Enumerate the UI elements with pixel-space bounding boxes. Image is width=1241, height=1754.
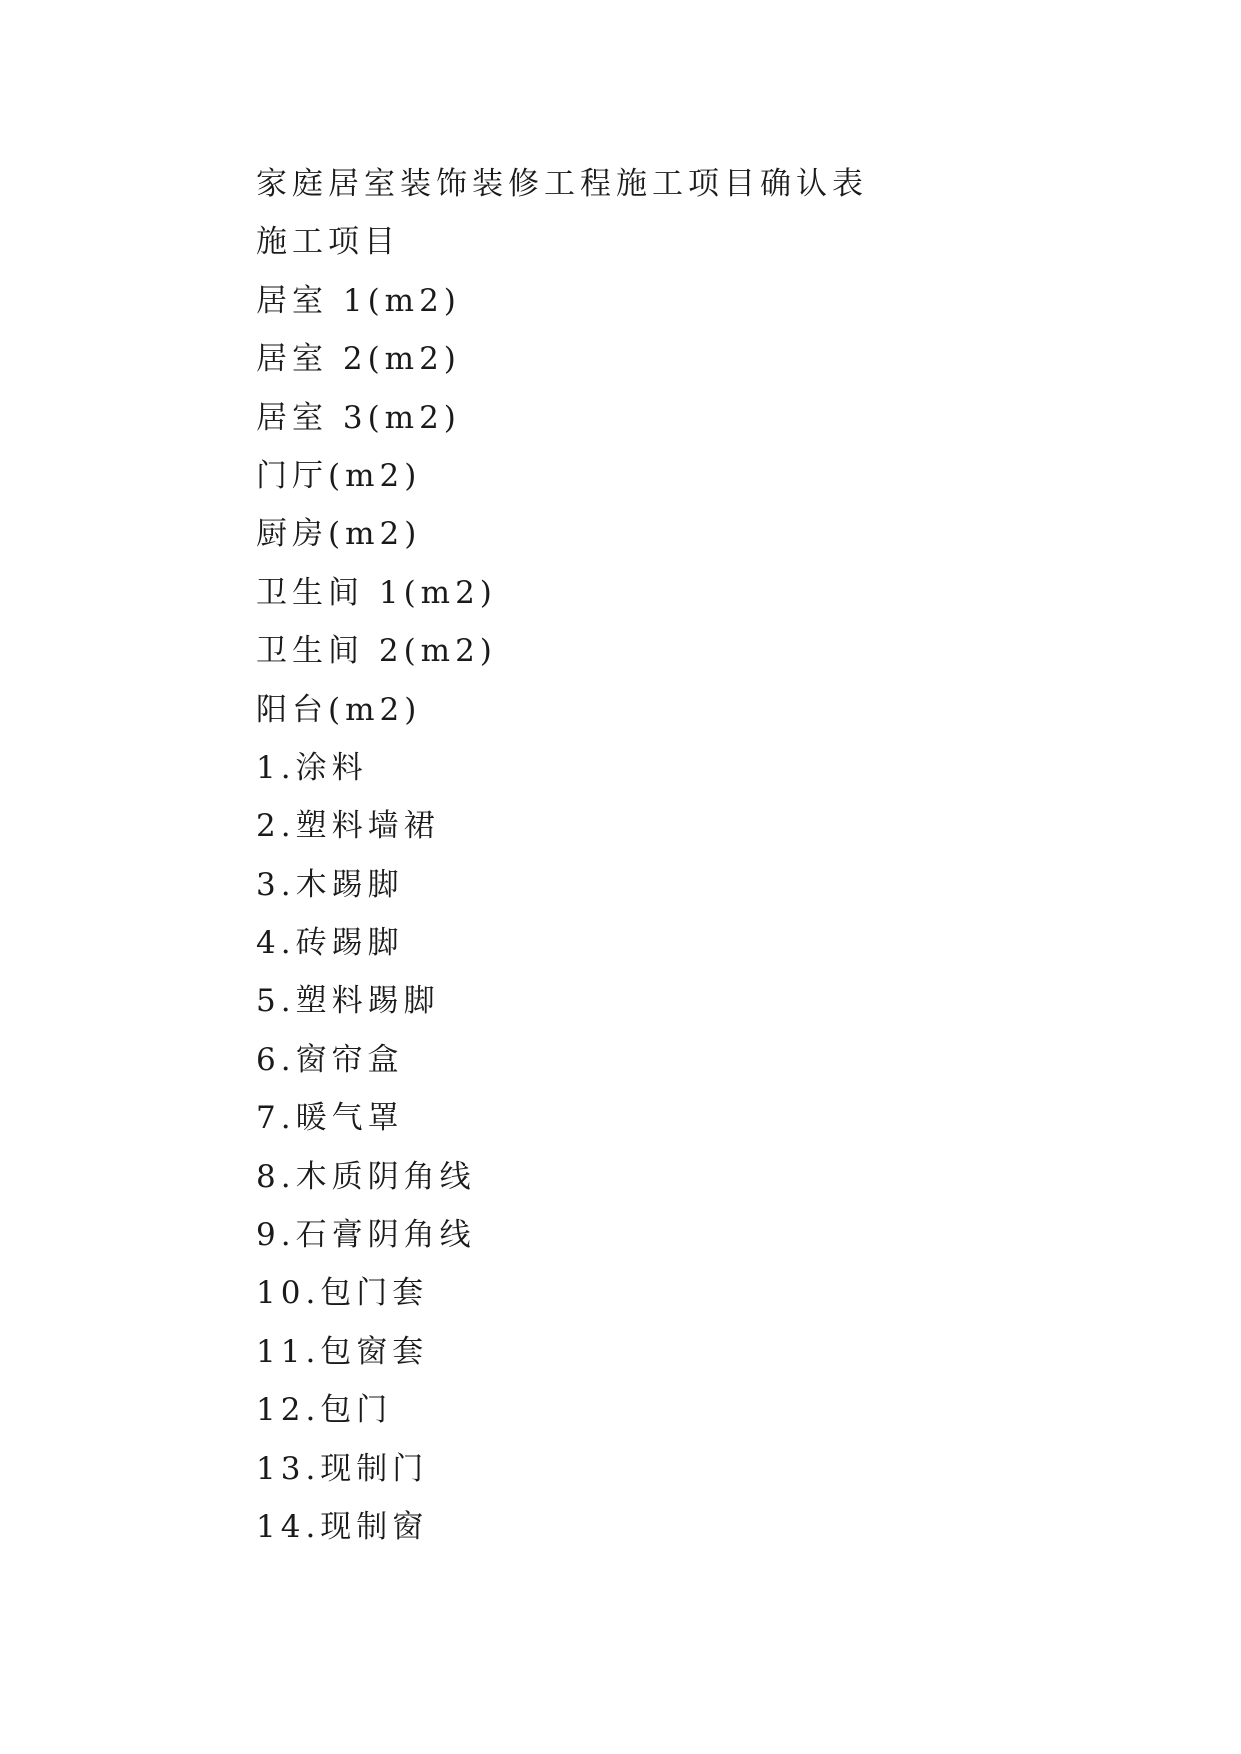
project-item: 13.现制门 bbox=[256, 1450, 429, 1487]
room-item: 阳台(m2) bbox=[256, 691, 422, 728]
room-item: 卫生间 1(m2) bbox=[256, 574, 497, 611]
project-item: 7.暖气罩 bbox=[256, 1100, 404, 1137]
project-item: 8.木质阴角线 bbox=[256, 1158, 476, 1195]
project-item: 14.现制窗 bbox=[256, 1508, 429, 1545]
project-item: 10.包门套 bbox=[256, 1275, 429, 1312]
document-title: 家庭居室装饰装修工程施工项目确认表 bbox=[256, 166, 868, 202]
project-item: 11.包窗套 bbox=[256, 1333, 429, 1370]
room-item: 门厅(m2) bbox=[256, 457, 422, 494]
project-item: 2.塑料墙裙 bbox=[256, 808, 440, 845]
project-item: 4.砖踢脚 bbox=[256, 925, 404, 962]
room-item: 居室 3(m2) bbox=[256, 399, 461, 436]
project-item: 1.涂料 bbox=[256, 749, 368, 786]
project-item: 9.石膏阴角线 bbox=[256, 1217, 476, 1254]
room-item: 卫生间 2(m2) bbox=[256, 633, 497, 670]
section-heading: 施工项目 bbox=[256, 224, 400, 261]
project-item: 5.塑料踢脚 bbox=[256, 983, 440, 1020]
document-content bbox=[256, 155, 1156, 1556]
project-item: 6.窗帘盒 bbox=[256, 1041, 404, 1078]
room-item: 居室 1(m2) bbox=[256, 282, 461, 319]
project-item: 12.包门 bbox=[256, 1392, 393, 1429]
room-item: 居室 2(m2) bbox=[256, 341, 461, 378]
room-item: 厨房(m2) bbox=[256, 516, 422, 553]
project-item: 3.木踢脚 bbox=[256, 866, 404, 903]
